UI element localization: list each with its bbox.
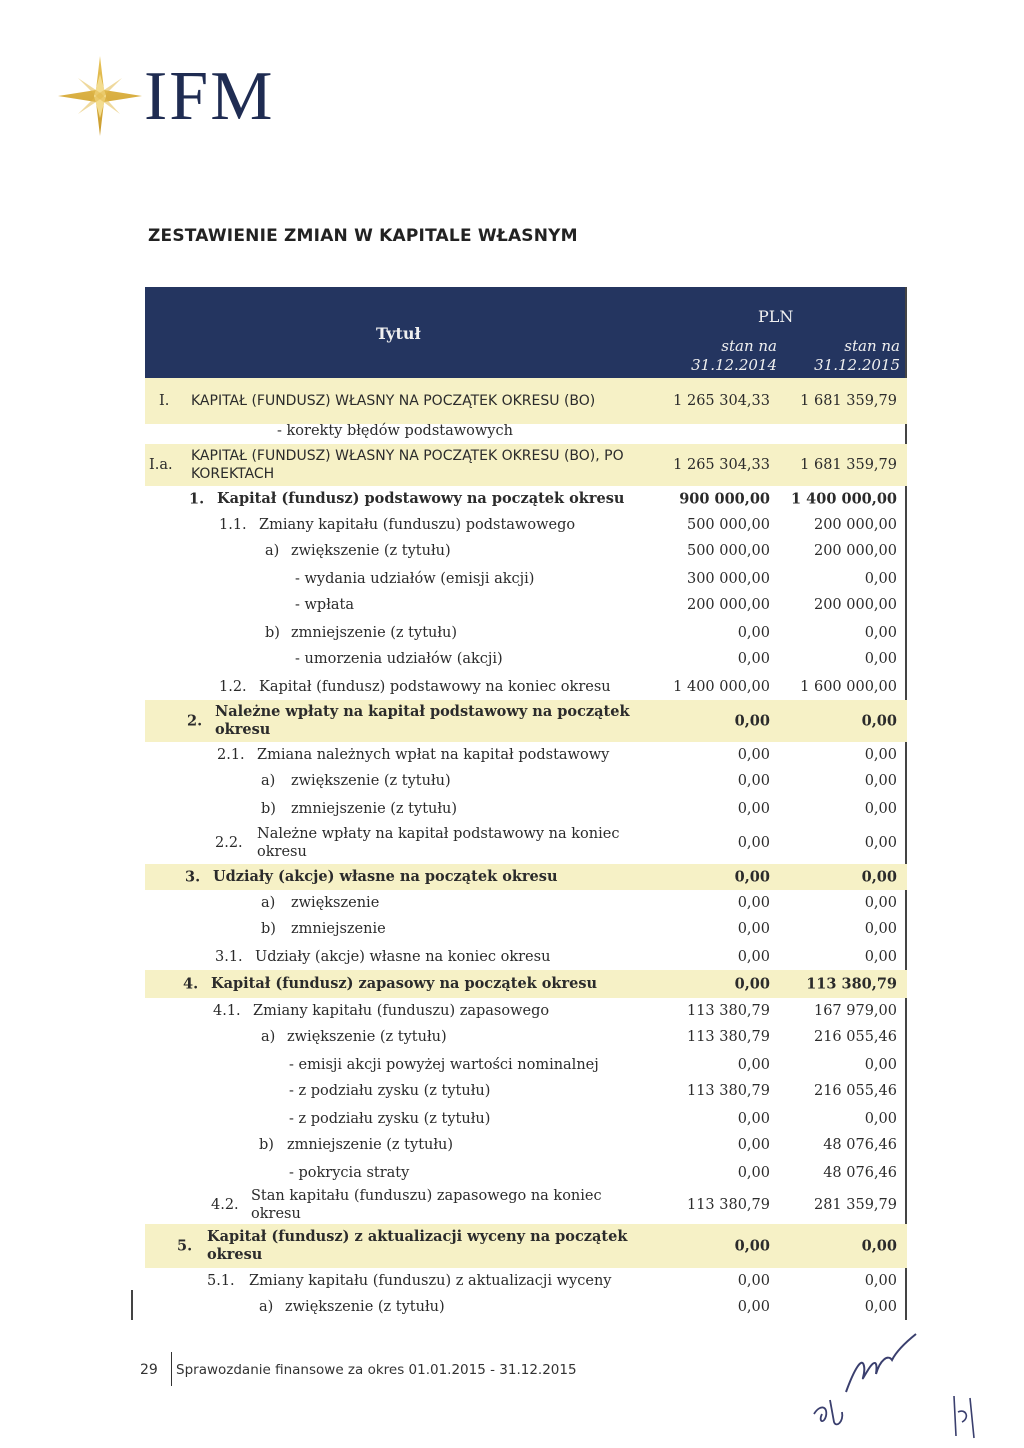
- row-number: 1.1.: [219, 517, 247, 533]
- value-2015: 0,00: [861, 868, 897, 886]
- value-2014: 0,00: [737, 835, 770, 851]
- value-2015: 0,00: [864, 895, 897, 911]
- value-2015: 48 076,46: [823, 1165, 897, 1181]
- value-2014: 0,00: [734, 1237, 770, 1255]
- signature-1: [840, 1330, 920, 1400]
- column-2014-header: stan na 31.12.2014: [691, 337, 777, 374]
- value-2014: 0,00: [734, 712, 770, 730]
- row-number: 2.: [187, 712, 203, 730]
- footer-separator: [171, 1352, 172, 1386]
- footer-text: Sprawozdanie finansowe za okres 01.01.2015 - 31.12.2015: [176, 1362, 577, 1378]
- value-2014: 900 000,00: [679, 490, 770, 508]
- value-2015: 0,00: [864, 1299, 897, 1315]
- table-row: [145, 822, 907, 864]
- table-row: [145, 864, 907, 890]
- row-number: 1.: [189, 490, 205, 508]
- row-label: zwiększenie (z tytułu): [291, 773, 451, 789]
- signature-2: [810, 1392, 850, 1432]
- table-row: [145, 512, 907, 538]
- row-label: Udziały (akcje) własne na początek okresu: [213, 868, 558, 885]
- row-label: Kapitał (fundusz) podstawowy na początek okresu: [217, 490, 625, 507]
- row-label: - z podziału zysku (z tytułu): [289, 1111, 491, 1127]
- row-number: 1.2.: [219, 679, 247, 695]
- row-label: zmniejszenie (z tytułu): [287, 1137, 454, 1153]
- table-row: [145, 1224, 907, 1268]
- value-2014: 0,00: [737, 773, 770, 789]
- value-2014: 0,00: [737, 921, 770, 937]
- table-row: [145, 890, 907, 916]
- row-label: - z podziału zysku (z tytułu): [289, 1083, 491, 1099]
- row-number: a): [261, 895, 276, 911]
- table-row: [145, 916, 907, 942]
- row-number: b): [259, 1137, 274, 1153]
- value-2015: 0,00: [864, 747, 897, 763]
- row-number: a): [265, 543, 280, 559]
- table-row: [145, 1186, 907, 1224]
- table-row: [145, 1294, 907, 1320]
- row-label: Zmiany kapitału (funduszu) zapasowego: [253, 1003, 550, 1019]
- table-row: [145, 566, 907, 592]
- value-2014: 0,00: [737, 625, 770, 641]
- column-2015-header: stan na 31.12.2015: [814, 337, 900, 374]
- value-2014: 0,00: [737, 1111, 770, 1127]
- value-2015: 0,00: [864, 571, 897, 587]
- value-2014: 0,00: [737, 895, 770, 911]
- value-2015: 0,00: [864, 1111, 897, 1127]
- row-number: a): [261, 1029, 276, 1045]
- table-row: [145, 444, 907, 486]
- value-2014: 0,00: [737, 651, 770, 667]
- row-label: KAPITAŁ (FUNDUSZ) WŁASNY NA POCZĄTEK OKRESU (BO), PO KOREKTACH: [191, 448, 624, 482]
- value-2015: 0,00: [864, 773, 897, 789]
- value-2015: 1 400 000,00: [791, 490, 897, 508]
- value-2014: 1 265 304,33: [673, 393, 770, 409]
- value-2015: 0,00: [864, 801, 897, 817]
- row-label: - korekty błędów podstawowych: [277, 423, 513, 439]
- value-2014: 300 000,00: [686, 571, 770, 587]
- row-number: 4.: [183, 975, 199, 993]
- row-number: a): [261, 773, 276, 789]
- star-icon: [58, 56, 142, 136]
- row-number: b): [261, 801, 276, 817]
- value-2014: 1 265 304,33: [673, 457, 770, 473]
- value-2015: 200 000,00: [813, 517, 897, 533]
- row-label: zwiększenie (z tytułu): [291, 543, 451, 559]
- value-2015: 0,00: [864, 921, 897, 937]
- row-number: 4.1.: [213, 1003, 241, 1019]
- value-2014: 200 000,00: [686, 597, 770, 613]
- value-2015: 0,00: [864, 1273, 897, 1289]
- row-number: I.: [159, 393, 170, 409]
- page-number: 29: [140, 1362, 158, 1378]
- table-row: [145, 998, 907, 1024]
- value-2015: 1 681 359,79: [800, 457, 897, 473]
- row-number: 2.2.: [215, 835, 243, 851]
- table-row: [145, 1106, 907, 1132]
- table-row: [145, 944, 907, 970]
- value-2014: 113 380,79: [686, 1029, 770, 1045]
- row-number: 5.: [177, 1237, 193, 1255]
- row-number: 5.1.: [207, 1273, 235, 1289]
- table-row: [145, 1078, 907, 1104]
- table-row: [145, 742, 907, 768]
- value-2015: 0,00: [864, 1057, 897, 1073]
- value-2014: 0,00: [737, 1299, 770, 1315]
- value-2015: 0,00: [864, 835, 897, 851]
- page-title: ZESTAWIENIE ZMIAN W KAPITALE WŁASNYM: [148, 226, 578, 246]
- value-2014: 113 380,79: [686, 1083, 770, 1099]
- value-2014: 0,00: [737, 949, 770, 965]
- table-row: [145, 592, 907, 618]
- table-row: [145, 768, 907, 794]
- table-row: [145, 486, 907, 512]
- row-label: Stan kapitału (funduszu) zapasowego na koniec okresu: [251, 1188, 602, 1222]
- row-number: 4.2.: [211, 1197, 239, 1213]
- row-number: a): [259, 1299, 274, 1315]
- table-row: [145, 1268, 907, 1294]
- table-header: [145, 287, 907, 378]
- row-label: Należne wpłaty na kapitał podstawowy na koniec okresu: [257, 826, 620, 860]
- row-number: b): [265, 625, 280, 641]
- table-row: [145, 620, 907, 646]
- currency-header: PLN: [758, 307, 794, 326]
- value-2015: 216 055,46: [813, 1083, 897, 1099]
- value-2014: 113 380,79: [686, 1003, 770, 1019]
- value-2015: 48 076,46: [823, 1137, 897, 1153]
- row-number: 3.: [185, 868, 201, 886]
- row-number: b): [261, 921, 276, 937]
- row-label: - umorzenia udziałów (akcji): [295, 651, 503, 667]
- value-2014: 0,00: [737, 801, 770, 817]
- row-label: - pokrycia straty: [289, 1165, 410, 1181]
- table-row: [145, 796, 907, 822]
- row-label: zmniejszenie: [291, 921, 386, 937]
- logo-text: IFM: [144, 58, 275, 135]
- value-2015: 0,00: [864, 625, 897, 641]
- value-2014: 0,00: [737, 747, 770, 763]
- value-2015: 0,00: [864, 651, 897, 667]
- row-number: 3.1.: [215, 949, 243, 965]
- column-title-header: Tytuł: [376, 324, 421, 343]
- value-2014: 0,00: [737, 1057, 770, 1073]
- row-label: Kapitał (fundusz) z aktualizacji wyceny na początek okresu: [207, 1228, 628, 1263]
- value-2015: 0,00: [861, 1237, 897, 1255]
- row-label: Kapitał (fundusz) podstawowy na koniec okresu: [259, 679, 611, 695]
- table-row: [145, 970, 907, 998]
- table-row: [145, 646, 907, 672]
- row-label: Kapitał (fundusz) zapasowy na początek okresu: [211, 975, 598, 992]
- row-number: 2.1.: [217, 747, 245, 763]
- value-2014: 113 380,79: [686, 1197, 770, 1213]
- row-label: Zmiana należnych wpłat na kapitał podstawowy: [257, 747, 610, 763]
- row-label: Udziały (akcje) własne na koniec okresu: [255, 949, 551, 965]
- row-label: zwiększenie: [291, 895, 380, 911]
- table-row: [145, 1132, 907, 1158]
- value-2014: 0,00: [737, 1137, 770, 1153]
- row-label: - wydania udziałów (emisji akcji): [295, 571, 535, 587]
- row-label: Zmiany kapitału (funduszu) z aktualizacji wyceny: [249, 1273, 612, 1289]
- table-row: [145, 700, 907, 742]
- value-2015: 1 681 359,79: [800, 393, 897, 409]
- row-label: - emisji akcji powyżej wartości nominalnej: [289, 1057, 599, 1073]
- value-2015: 113 380,79: [806, 975, 897, 993]
- table-left-border: [131, 1290, 133, 1320]
- value-2014: 0,00: [734, 975, 770, 993]
- row-label: - wpłata: [295, 597, 355, 613]
- value-2015: 1 600 000,00: [800, 679, 897, 695]
- value-2015: 281 359,79: [813, 1197, 897, 1213]
- signature-3: [948, 1392, 978, 1442]
- row-label: zmniejszenie (z tytułu): [291, 801, 458, 817]
- value-2015: 0,00: [861, 712, 897, 730]
- row-label: zmniejszenie (z tytułu): [291, 625, 458, 641]
- value-2014: 0,00: [737, 1165, 770, 1181]
- value-2015: 0,00: [864, 949, 897, 965]
- value-2015: 200 000,00: [813, 543, 897, 559]
- value-2014: 0,00: [737, 1273, 770, 1289]
- table-row: [145, 1052, 907, 1078]
- row-label: KAPITAŁ (FUNDUSZ) WŁASNY NA POCZĄTEK OKRESU (BO): [191, 393, 596, 409]
- value-2015: 200 000,00: [813, 597, 897, 613]
- table-row: [145, 1024, 907, 1050]
- row-label: zwiększenie (z tytułu): [285, 1299, 445, 1315]
- value-2015: 216 055,46: [813, 1029, 897, 1045]
- table-row: [145, 674, 907, 700]
- value-2015: 167 979,00: [813, 1003, 897, 1019]
- table-row: [145, 538, 907, 564]
- row-label: Zmiany kapitału (funduszu) podstawowego: [259, 517, 576, 533]
- table-row: [145, 1160, 907, 1186]
- table-row: [145, 418, 907, 444]
- value-2014: 1 400 000,00: [673, 679, 770, 695]
- row-label: zwiększenie (z tytułu): [287, 1029, 447, 1045]
- row-number: I.a.: [149, 457, 173, 473]
- value-2014: 0,00: [734, 868, 770, 886]
- value-2014: 500 000,00: [686, 543, 770, 559]
- value-2014: 500 000,00: [686, 517, 770, 533]
- row-label: Należne wpłaty na kapitał podstawowy na początek okresu: [215, 703, 630, 738]
